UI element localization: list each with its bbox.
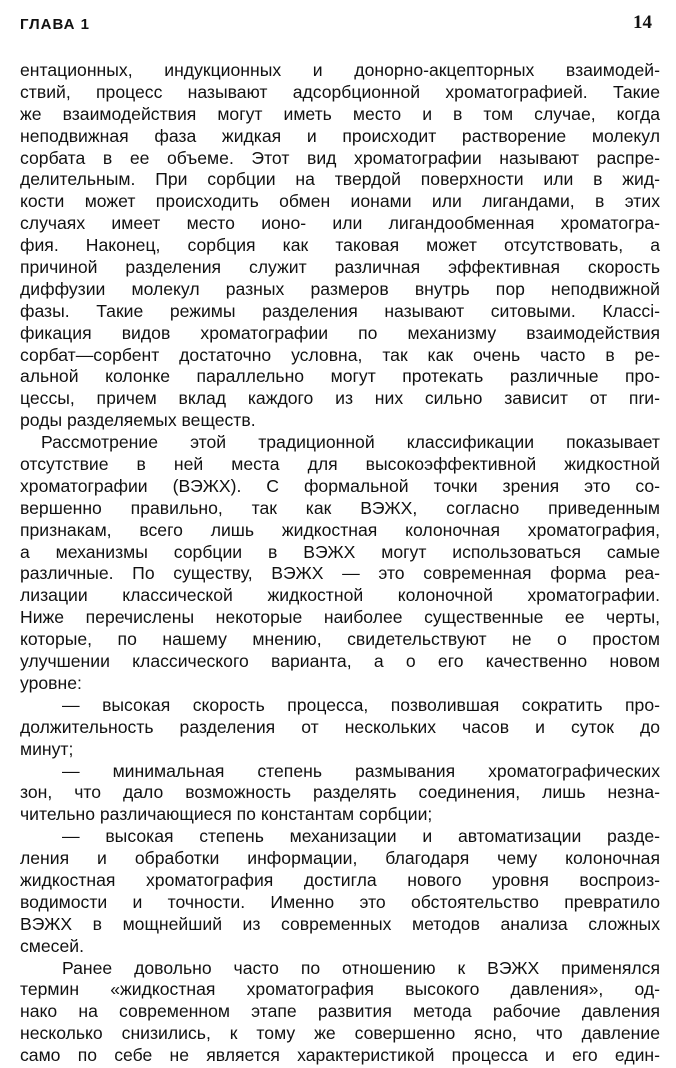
text-line: водимости и точности. Именно это обстоятельство превратило [20,891,660,912]
text-line: термин «жидкостная хроматография высокого давления», од- [20,979,660,1000]
text-line: случаях имеет место ионо- или лигандообменная хроматогра- [20,213,660,234]
body-text [20,60,660,1067]
text-line: делительным. При сорбции на твердой поверхности или в жид- [20,169,660,190]
text-line: зон, что дало возможность разделять соединения, лишь незна- [20,782,660,803]
text-line: же взаимодействия могут иметь место и в том случае, когда [20,103,660,124]
text-line: причиной разделения служит различная эффективная скорость [20,257,660,278]
text-line: жидкостная хроматография достигла нового уровня воспроиз- [20,869,660,890]
text-line: сорбата в ее объеме. Этот вид хроматографии называют распре- [20,147,660,168]
text-line: ВЭЖХ в мощнейший из современных методов анализа сложных [20,913,660,934]
text-line: фикация видов хроматографии по механизму взаимодействия [20,322,660,343]
text-line: которые, по нашему мнению, свидетельствуют не о простом [20,629,660,650]
text-line: фазы. Такие режимы разделения называют ситовыми. Классi- [20,300,660,321]
text-line: чительно различающиеся по константам сорбции; [20,804,433,825]
chapter-title: ГЛАВА 1 [20,16,90,33]
text-line: сорбат—сорбент достаточно условна, так как очень часто в ре- [20,344,660,365]
text-line: само по себе не является характеристикой процесса и его един- [20,1045,660,1066]
text-line: — высокая степень механизации и автоматизации разде- [62,826,660,847]
text-line: отсутствие в ней места для высокоэффективной жидкостной [20,454,660,475]
text-line: вершенно правильно, так как ВЭЖХ, согласно приведенным [20,497,660,518]
text-line: несколько снизились, к тому же совершенно ясно, что давление [20,1023,660,1044]
text-line: смесей. [20,935,84,956]
text-line: улучшении классического варианта, а о его качественно новом [20,651,660,672]
text-line: диффузии молекул разных размеров внутрь пор неподвижной [20,278,660,299]
text-line: минут; [20,738,74,759]
text-line: — высокая скорость процесса, позволившая сократить про- [62,694,660,715]
text-line: — минимальная степень размывания хроматографических [62,760,660,781]
text-line: уровне: [20,672,82,693]
text-line: ления и обработки информации, благодаря чему колоночная [20,848,660,869]
text-line: Рассмотрение этой традиционной классификации показывает [41,432,660,453]
text-line: неподвижная фаза жидкая и происходит растворение молекул [20,125,660,146]
text-line: цессы, причем вклад каждого из них сильно зависит от пrи- [20,388,660,409]
text-line: признакам, всего лишь жидкостная колоночная хроматография, [20,519,660,540]
text-line: ствий, процесс называют адсорбционной хроматографией. Такие [20,81,660,102]
text-line: различные. По существу, ВЭЖХ — это современная форма реа- [20,563,660,584]
text-line: нако на современном этапе развития метода рабочие давления [20,1001,660,1022]
text-line: хроматографии (ВЭЖХ). С формальной точки зрения это со- [20,475,660,496]
running-header [20,10,652,40]
text-line: фия. Наконец, сорбция как таковая может отсутствовать, а [20,235,660,256]
text-line: альной колонке параллельно могут протекать различные про- [20,366,660,387]
text-line: должительность разделения от нескольких часов и суток до [20,716,660,737]
text-line: ентационных, индукционных и донорно-акцепторных взаимодей- [20,60,660,80]
page-number: 14 [633,12,652,33]
text-line: а механизмы сорбции в ВЭЖХ могут использоваться самые [20,541,660,562]
text-line: кости может происходить обмен ионами или лигандами, в этих [20,191,660,212]
text-line: роды разделяемых веществ. [20,410,256,431]
text-line: Ранее довольно часто по отношению к ВЭЖХ применялся [62,957,660,978]
text-line: лизации классической жидкостной колоночной хроматографии. [20,585,660,606]
text-line: Ниже перечислены некоторые наиболее существенные ее черты, [20,607,660,628]
